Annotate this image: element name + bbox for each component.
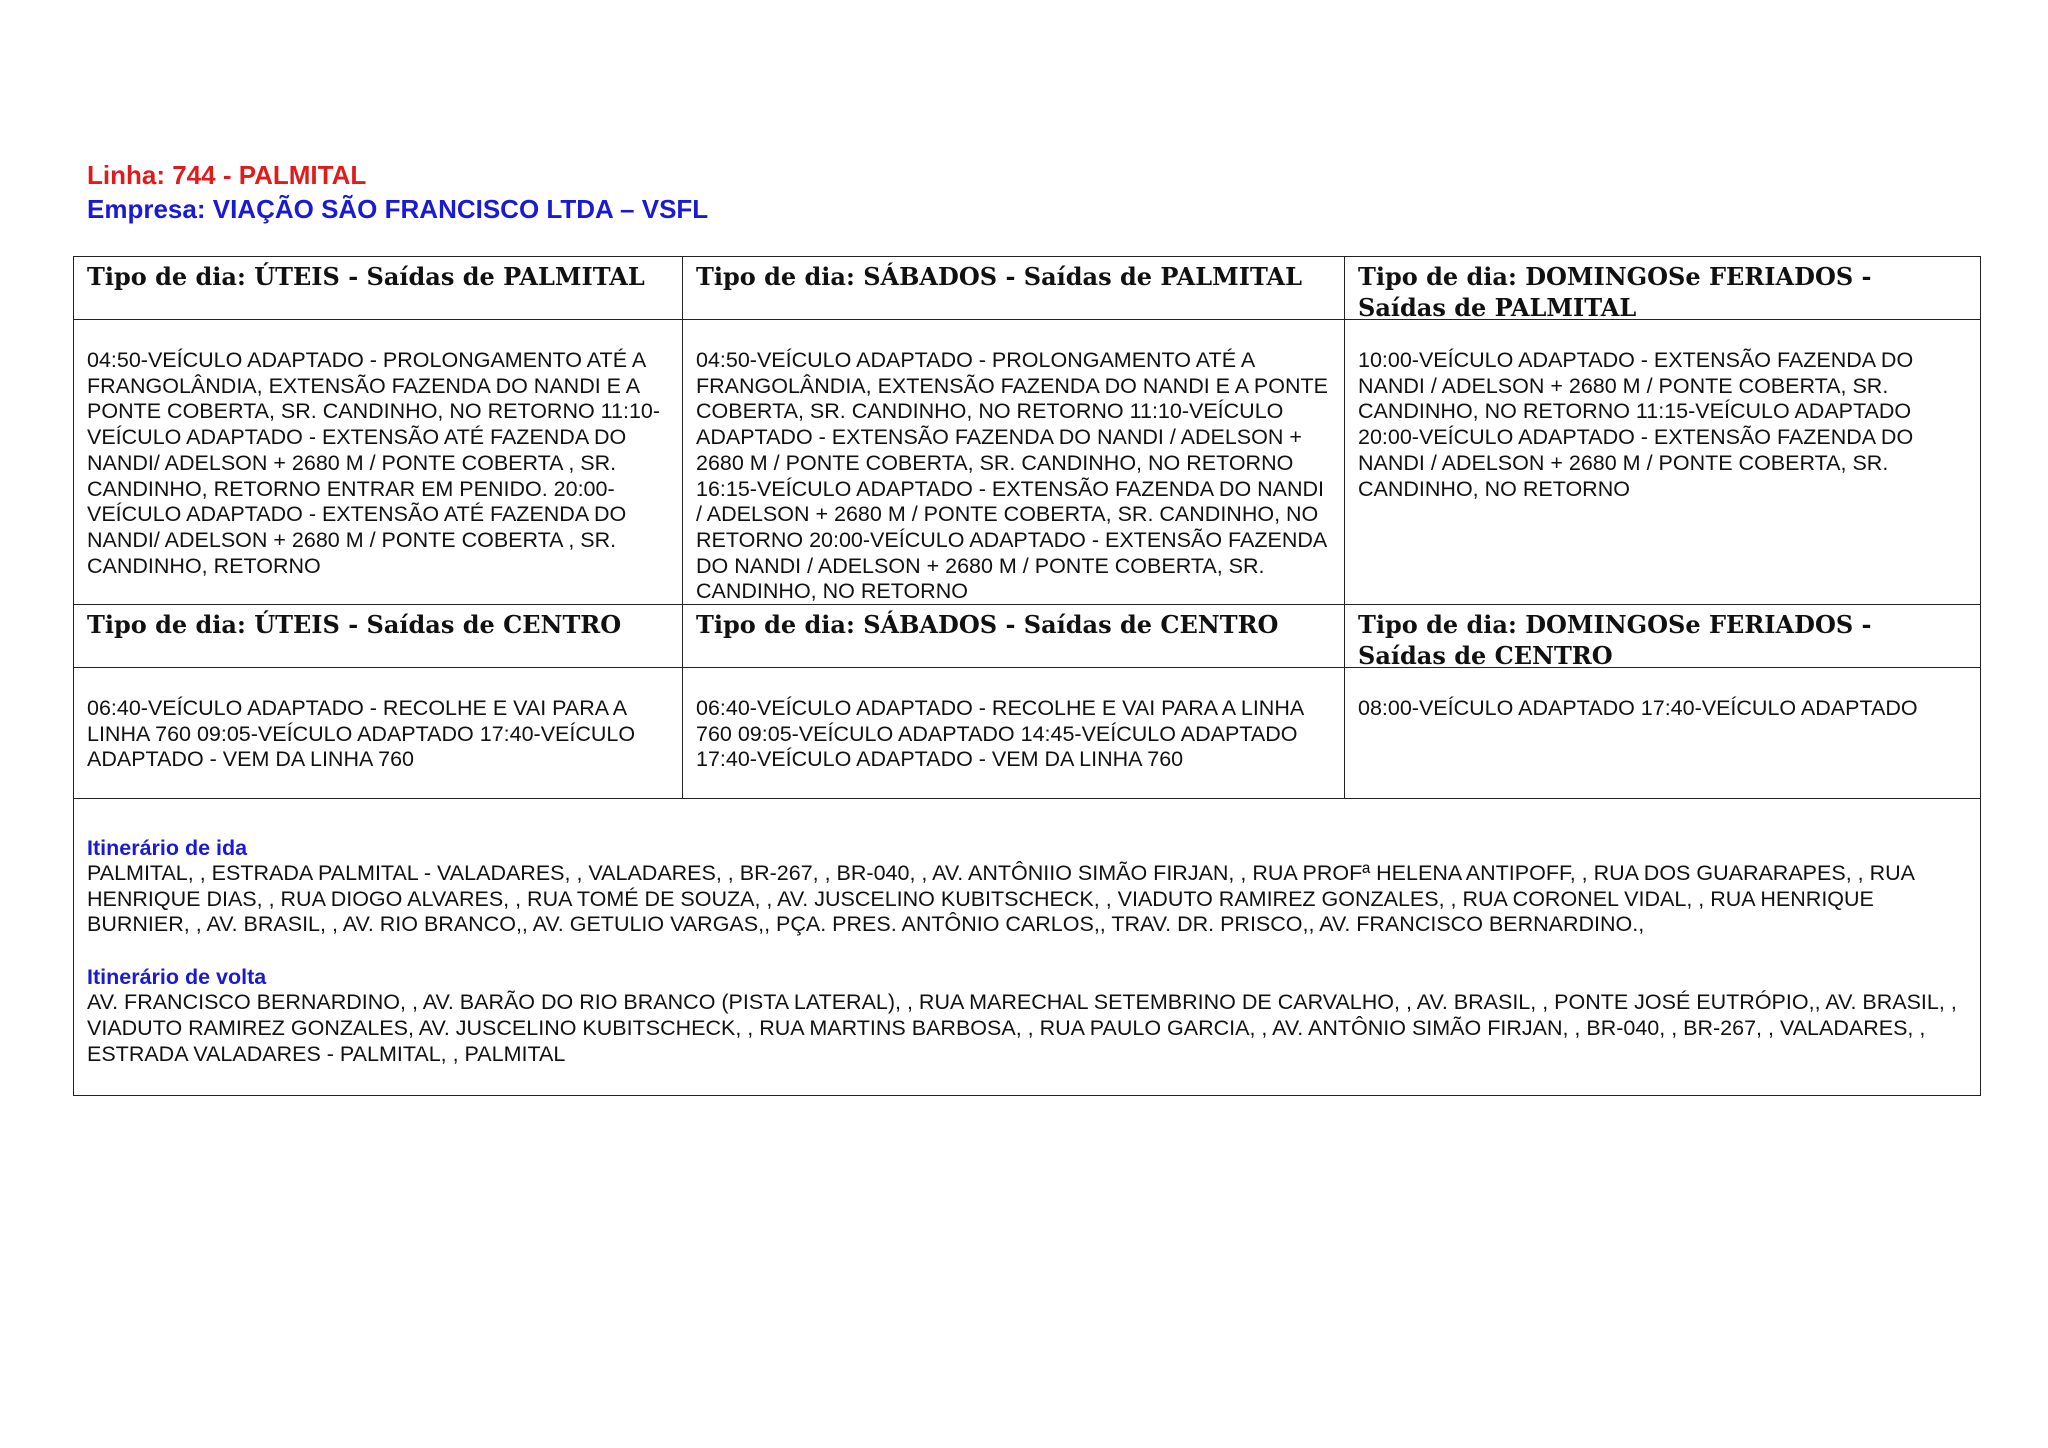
- company-name: Empresa: VIAÇÃO SÃO FRANCISCO LTDA – VSFL: [87, 194, 709, 224]
- centro-weekday-departures: 06:40-VEÍCULO ADAPTADO - RECOLHE E VAI PARA A LINHA 760 09:05-VEÍCULO ADAPTADO 17:40-VEÍCULO ADAPTADO - VEM DA LINHA 760: [74, 668, 683, 799]
- line-title: Linha: 744 - PALMITAL: [87, 160, 367, 190]
- palmital-sunday-departures: 10:00-VEÍCULO ADAPTADO - EXTENSÃO FAZENDA DO NANDI / ADELSON + 2680 M / PONTE COBERTA, SR. CANDINHO, NO RETORNO 11:15-VEÍCULO ADAPTADO 20:00-VEÍCULO ADAPTADO - EXTENSÃO FAZENDA DO NANDI / ADELSON + 2680 M / PONTE COBERTA, SR. CANDINHO, NO RETORNO: [1345, 320, 1981, 605]
- itinerary-row: [74, 799, 1981, 1096]
- return-itinerary-title: Itinerário de volta: [87, 965, 267, 990]
- palmital-weekday-departures: 04:50-VEÍCULO ADAPTADO - PROLONGAMENTO ATÉ A FRANGOLÂNDIA, EXTENSÃO FAZENDA DO NANDI E A PONTE COBERTA, SR. CANDINHO, NO RETORNO 11:10-VEÍCULO ADAPTADO - EXTENSÃO ATÉ FAZENDA DO NANDI/ ADELSON + 2680 M / PONTE COBERTA , SR. CANDINHO, RETORNO ENTRAR EM PENIDO. 20:00-VEÍCULO ADAPTADO - EXTENSÃO ATÉ FAZENDA DO NANDI/ ADELSON + 2680 M / PONTE COBERTA , SR. CANDINHO, RETORNO: [74, 320, 683, 605]
- palmital-sunday-header: Tipo de dia: DOMINGOSe FERIADOS - Saídas de PALMITAL: [1345, 257, 1981, 320]
- centro-body-row: [74, 668, 1981, 799]
- palmital-saturday-header: Tipo de dia: SÁBADOS - Saídas de PALMITAL: [683, 257, 1345, 320]
- centro-weekday-header: Tipo de dia: ÚTEIS - Saídas de CENTRO: [74, 605, 683, 668]
- palmital-weekday-header: Tipo de dia: ÚTEIS - Saídas de PALMITAL: [74, 257, 683, 320]
- document-header: [87, 158, 708, 226]
- centro-saturday-header: Tipo de dia: SÁBADOS - Saídas de CENTRO: [683, 605, 1345, 668]
- centro-sunday-departures: 08:00-VEÍCULO ADAPTADO 17:40-VEÍCULO ADAPTADO: [1345, 668, 1981, 799]
- outbound-itinerary-title: Itinerário de ida: [87, 836, 248, 860]
- palmital-body-row: [74, 320, 1981, 605]
- centro-sunday-header: Tipo de dia: DOMINGOSe FERIADOS - Saídas de CENTRO: [1345, 605, 1981, 668]
- palmital-header-row: [74, 257, 1981, 320]
- schedule-table: [73, 256, 1981, 1096]
- centro-saturday-departures: 06:40-VEÍCULO ADAPTADO - RECOLHE E VAI PARA A LINHA 760 09:05-VEÍCULO ADAPTADO 14:45-VEÍCULO ADAPTADO 17:40-VEÍCULO ADAPTADO - VEM DA LINHA 760: [683, 668, 1345, 799]
- return-itinerary-text: AV. FRANCISCO BERNARDINO, , AV. BARÃO DO RIO BRANCO (PISTA LATERAL), , RUA MARECHAL SETEMBRINO DE CARVALHO, , AV. BRASIL, , PONTE JOSÉ EUTRÓPIO,, AV. BRASIL, , VIADUTO RAMIREZ GONZALES, AV. JUSCELINO KUBITSCHECK, , RUA MARTINS BARBOSA, , RUA PAULO GARCIA, , AV. ANTÔNIO SIMÃO FIRJAN, , BR-040, , BR-267, , VALADARES, , ESTRADA VALADARES - PALMITAL, , PALMITAL: [87, 990, 1957, 1066]
- centro-header-row: [74, 605, 1981, 668]
- palmital-saturday-departures: 04:50-VEÍCULO ADAPTADO - PROLONGAMENTO ATÉ A FRANGOLÂNDIA, EXTENSÃO FAZENDA DO NANDI E A PONTE COBERTA, SR. CANDINHO, NO RETORNO 11:10-VEÍCULO ADAPTADO - EXTENSÃO FAZENDA DO NANDI / ADELSON + 2680 M / PONTE COBERTA, SR. CANDINHO, NO RETORNO 16:15-VEÍCULO ADAPTADO - EXTENSÃO FAZENDA DO NANDI / ADELSON + 2680 M / PONTE COBERTA, SR. CANDINHO, NO RETORNO 20:00-VEÍCULO ADAPTADO - EXTENSÃO FAZENDA DO NANDI / ADELSON + 2680 M / PONTE COBERTA, SR. CANDINHO, NO RETORNO: [683, 320, 1345, 605]
- outbound-itinerary-text: PALMITAL, , ESTRADA PALMITAL - VALADARES, , VALADARES, , BR-267, , BR-040, , AV. ANTÔNIIO SIMÃO FIRJAN, , RUA PROFª HELENA ANTIPOFF, , RUA DOS GUARARAPES, , RUA HENRIQUE DIAS, , RUA DIOGO ALVARES, , RUA TOMÉ DE SOUZA, , AV. JUSCELINO KUBITSCHECK, , VIADUTO RAMIREZ GONZALES, , RUA CORONEL VIDAL, , RUA HENRIQUE BURNIER, , AV. BRASIL, , AV. RIO BRANCO,, AV. GETULIO VARGAS,, PÇA. PRES. ANTÔNIO CARLOS,, TRAV. DR. PRISCO,, AV. FRANCISCO BERNARDINO.,: [87, 861, 1914, 937]
- itinerary-cell: [74, 799, 1981, 1096]
